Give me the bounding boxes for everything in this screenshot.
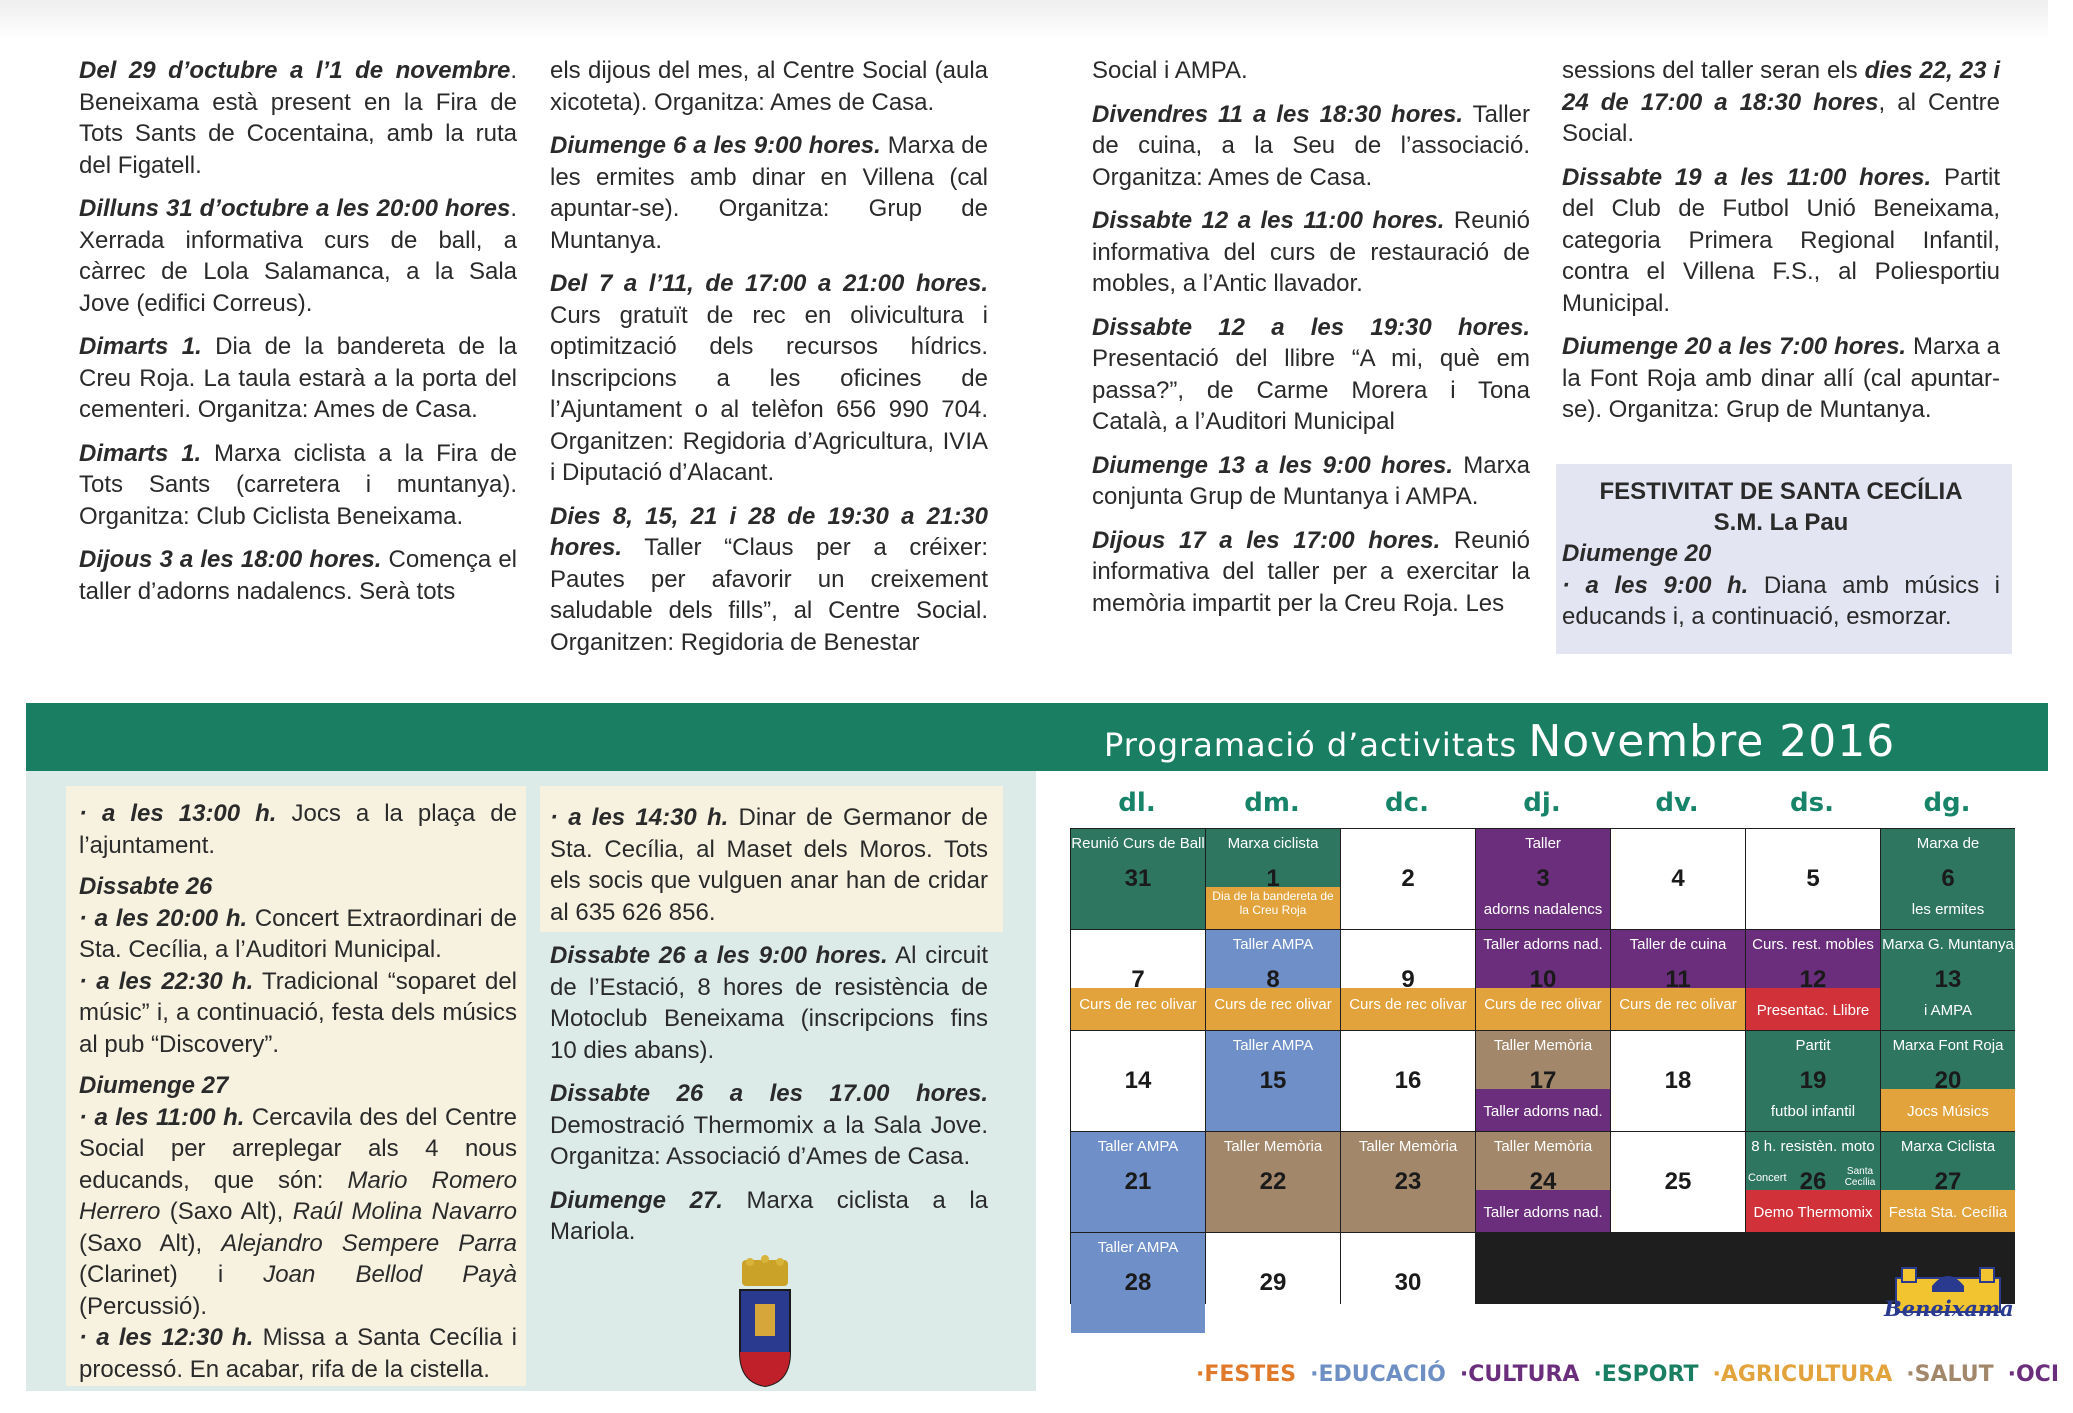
event-text: Marxa a la Font Roja amb dinar allí (cal apuntar-se). Organitza: Grup de Muntanya. [1562,333,2000,423]
event-entry [1562,162,2000,320]
event-text: Cercavila des del Centre Social per arreplegar als 4 nous educands, que són: [79,1103,517,1194]
calendar-day-3 [1476,829,1610,929]
calendar-day-20 [1881,1031,2015,1131]
day-number: 24 [1529,1168,1557,1195]
legend-item: ·AGRICULTURA [1712,1362,1893,1387]
day-number: 26 [1799,1168,1827,1195]
event-heading: Dissabte 19 a les 11:00 hores. [1562,163,1932,191]
day-event-band-text: Curs de rec olivar [1079,996,1197,1013]
calendar-day-22 [1206,1132,1340,1232]
educand-instrument: (Clarinet) i [79,1261,264,1288]
day-event-top: Partit [1795,1037,1831,1054]
event-heading: Dissabte 26 a les 9:00 hores. [550,942,888,969]
calendar-day-1 [1206,829,1340,929]
day-event-bottom: Taller adorns nad. [1483,1204,1603,1221]
day-number: 17 [1529,1067,1557,1094]
day-event-top: Curs. rest. mobles [1752,936,1874,953]
day-number: 10 [1529,966,1557,993]
day-event-side-left: Concert [1748,1172,1787,1184]
event-heading: · a les 14:30 h. [550,804,729,831]
day-number: 6 [1941,865,1955,892]
calendar-day-13 [1881,930,2015,1030]
calendar-day-17 [1476,1031,1610,1131]
event-heading: Diumenge 13 a les 9:00 hores. [1092,451,1453,479]
legend-item: ·CULTURA [1459,1362,1580,1387]
calendar-day-11 [1611,930,1745,1030]
day-number: 19 [1799,1067,1827,1094]
event-entry [79,331,517,426]
event-heading: · a les 20:00 h. [79,904,248,932]
calendar-day-26 [1746,1132,1880,1232]
lower-column-1 [79,798,517,1385]
event-heading: Dissabte 26 a les 17.00 hores. [550,1080,988,1107]
educand-instrument: (Percussió). [79,1292,208,1320]
event-text: Missa a Santa Cecília i processó. En acabar, rifa de la cistella. [79,1324,517,1383]
event-text: Jocs a la plaça de l’ajuntament. [79,800,517,859]
festivitat-day: Diumenge 20 [1562,540,1712,567]
day-event-top: Marxa Font Roja [1892,1037,2004,1054]
day-event-top: 8 h. resistèn. moto [1751,1138,1875,1155]
lower-column-2 [550,802,988,1260]
day-event-top: Taller AMPA [1097,1138,1179,1155]
day-number: 28 [1124,1269,1152,1296]
weekday-dg: dg. [1923,788,1971,818]
legend-item: ·SALUT [1906,1362,1994,1387]
column-2 [550,55,988,670]
educand-name: Joan Bellod Payà [263,1261,517,1288]
day-number: 7 [1131,966,1145,993]
day-number: 29 [1259,1269,1287,1296]
calendar-day-15 [1206,1031,1340,1131]
day-number: 30 [1394,1269,1422,1296]
event-entry [79,193,517,319]
event-entry [550,1078,988,1173]
calendar-day-23 [1341,1132,1475,1232]
calendar-day-19 [1746,1031,1880,1131]
calendar-day-16 [1341,1031,1475,1131]
event-text: Curs gratuït de rec en olivicultura i optimització dels recursos hídrics. Inscripcions a les oficines de l’Ajuntament o al telèfon 656 990 704. Organitzen: Regidoria d’Agricultura, IVIA i Diputació d’Alacant. [550,301,988,486]
weekday-dj: dj. [1523,788,1561,818]
day-event-top: Marxa G. Muntanya [1882,936,2014,953]
event-entry [550,268,988,489]
event-entry [550,55,988,118]
town-crest-icon [736,1256,794,1388]
category-legend [1196,1362,2073,1387]
day-number: 25 [1664,1168,1692,1195]
day-event-top: Taller Memòria [1493,1138,1593,1155]
day-event-top: Taller Memòria [1493,1037,1593,1054]
event-entry [79,1322,517,1385]
event-heading: · a les 11:00 h. [79,1103,245,1131]
calendar-day-25 [1611,1132,1745,1232]
event-entry [79,438,517,533]
event-text: Marxa de les ermites amb dinar en Villena (cal apuntar-se). Organitza: Grup de Muntanya. [550,132,988,254]
event-text: Tradicional “soparet del músic” i, a continuació, festa dels músics al pub “Discovery”. [79,967,518,1058]
event-heading: Dies 8, 15, 21 i 28 de 19:30 a 21:30 hores. [550,502,988,561]
column-4 [1562,55,2000,438]
educand-name: Raúl Molina Navarro [292,1198,517,1225]
day-heading: Dissabte 26 [79,873,213,900]
event-entry [1562,55,2000,150]
event-text: . Xerrada informativa curs de ball, a càrrec de Lola Salamanca, a la Sala Jove (edifici Correus). [79,195,517,317]
day-event-bottom: Taller adorns nad. [1483,1103,1603,1120]
logo-text: Beneixama [1884,1296,2014,1321]
day-event-bottom: i AMPA [1923,1002,1973,1019]
event-text: . Beneixama està present en la Fira de Tots Sants de Cocentaina, amb la ruta del Figatell. [79,57,517,179]
day-number: 8 [1266,966,1280,993]
event-entry [1092,450,1530,513]
event-entry [79,544,517,607]
calendar-day-14 [1071,1031,1205,1131]
event-text: Presentació del llibre “A mi, què em passa?”, de Carme Morera i Tona Català, a l’Auditori Municipal [1092,345,1530,435]
banner-month: Novembre 2016 [1528,716,1896,767]
day-number: 15 [1259,1067,1287,1094]
calendar-day-9 [1341,930,1475,1030]
event-entry [1092,525,1530,620]
day-event-top: Taller adorns nad. [1483,936,1603,953]
banner-title-text: Programació d’activitats [1104,726,1518,764]
event-heading: Dilluns 31 d’octubre a les 20:00 hores [79,195,511,222]
day-number: 5 [1806,865,1820,892]
day-number: 23 [1394,1168,1422,1195]
calendar-day-30 [1341,1233,1475,1333]
festivitat-content [1562,476,2000,633]
event-text: Social i AMPA. [1092,57,1248,84]
calendar-day-5 [1746,829,1880,929]
event-heading: · a les 22:30 h. [79,967,254,995]
day-event-top: Reunió Curs de Ball [1071,835,1205,852]
event-entry [1092,99,1530,194]
calendar-day-21 [1071,1132,1205,1232]
day-event-top: Marxa de [1916,835,1980,852]
day-event-top: Taller Memòria [1223,1138,1323,1155]
event-entry [1092,312,1530,438]
weekday-ds: ds. [1790,788,1834,818]
event-text: Dinar de Germanor de Sta. Cecília, al Maset dels Moros. Tots els socis que vulguen anar han de cridar al 635 626 856. [550,804,988,926]
day-number: 20 [1934,1067,1962,1094]
day-number: 22 [1259,1168,1287,1195]
day-number: 3 [1536,865,1550,892]
event-text: Comença el taller d’adorns nadalencs. Serà tots [79,546,517,605]
event-entry [79,798,517,861]
legend-item: ·ESPORT [1593,1362,1699,1387]
day-event-band-text: Curs de rec olivar [1349,996,1467,1013]
event-text: Marxa ciclista a la Mariola. [550,1186,989,1245]
event-text: Demostració Thermomix a la Sala Jove. Organitza: Associació d’Ames de Casa. [550,1111,988,1170]
event-entry [1562,331,2000,426]
day-event-bottom: Festa Sta. Cecília [1888,1204,2008,1221]
event-text: els dijous del mes, al Centre Social (aula xicoteta). Organitza: Ames de Casa. [550,57,988,116]
event-heading: · a les 9:00 h. [1562,571,1749,599]
event-text: Taller de cuina, a la Seu de l’associació. Organitza: Ames de Casa. [1092,100,1530,191]
event-heading: Diumenge 27. [550,1186,723,1214]
day-event-bottom: adorns nadalencs [1483,901,1603,918]
column-3 [1092,55,1530,631]
festivitat-title: FESTIVITAT DE SANTA CECÍLIA [1599,478,1963,505]
event-heading: Dijous 17 a les 17:00 hores. [1092,526,1441,554]
day-number: 18 [1664,1067,1692,1094]
festivitat-subtitle: S.M. La Pau [1713,509,1849,536]
event-entry [550,501,988,659]
event-text: , al Centre Social. [1562,88,2001,147]
event-heading: dies 22, 23 i 24 de 17:00 a 18:30 hores [1562,57,2000,116]
day-event-bottom: futbol infantil [1770,1103,1856,1120]
event-entry [550,940,988,1066]
calendar-day-6 [1881,829,2015,929]
day-event-bottom: Jocs Músics [1907,1103,1989,1120]
day-event-band-text: Curs de rec olivar [1484,996,1602,1013]
event-heading: Diumenge 6 a les 9:00 hores. [550,132,881,159]
event-heading: Dissabte 12 a les 11:00 hores. [1092,207,1445,234]
event-entry [79,966,517,1061]
day-event-band-text: Dia de la bandereta de la Creu Roja [1212,889,1334,917]
day-number: 21 [1124,1168,1152,1195]
event-heading: Del 7 a l’11, de 17:00 a 21:00 hores. [550,270,988,297]
weekday-dc: dc. [1385,788,1429,818]
calendar-day-27 [1881,1132,2015,1232]
day-number: 14 [1124,1067,1152,1094]
day-number: 31 [1124,865,1152,892]
weekday-dm: dm. [1244,788,1300,818]
educand-instrument: (Saxo Alt), [79,1229,222,1257]
day-number: 2 [1401,865,1415,892]
calendar-day-2 [1341,829,1475,929]
legend-item: ·EDUCACIÓ [1310,1362,1446,1387]
event-heading: Diumenge 20 a les 7:00 hores. [1562,333,1907,360]
banner-title [1104,716,1895,767]
event-entry [550,802,988,928]
event-text: Partit del Club de Futbol Unió Beneixama, categoria Primera Regional Infantil, contra el Villena F.S., al Poliesportiu Municipal. [1562,163,2000,317]
event-text: Marxa ciclista a la Fira de Tots Sants (carretera i muntanya). Organitza: Club Ciclista Beneixama. [79,439,517,530]
event-text: Diana amb músics i educands i, a continuació, esmorzar. [1562,571,2000,630]
day-event-top: Marxa ciclista [1227,835,1319,852]
event-heading: Dissabte 12 a les 19:30 hores. [1092,313,1530,341]
day-number: 9 [1401,966,1415,993]
day-event-top: Taller AMPA [1232,936,1314,953]
day-event-top: Marxa Ciclista [1900,1138,1996,1155]
event-entry [550,130,988,256]
day-heading: Diumenge 27 [79,1072,229,1099]
calendar-grid [1070,828,2015,1304]
event-entry [79,903,517,966]
event-entry [79,1102,517,1323]
day-event-bottom: Presentac. Llibre [1756,1002,1870,1019]
educand-name: Alejandro Sempere Parra [221,1229,517,1257]
day-number: 11 [1665,966,1691,993]
legend-item: ·FESTES [1196,1362,1297,1387]
event-text: Reunió informativa del curs de restauració de mobles, a l’Antic llavador. [1092,207,1530,297]
day-event-side-right: Santa Cecília [1844,1166,1876,1188]
calendar-day-18 [1611,1031,1745,1131]
event-heading: Del 29 d’octubre a l’1 de novembre [79,57,511,84]
educand-instrument: (Saxo Alt), [160,1198,293,1225]
event-text: Dia de la bandereta de la Creu Roja. La taula estarà a la porta del cementeri. Organitza: Ames de Casa. [79,333,517,423]
event-entry [1092,205,1530,300]
day-event-band-text: Curs de rec olivar [1214,996,1332,1013]
day-number: 13 [1934,966,1962,993]
event-text: Reunió informativa del taller per a exercitar la memòria impartit per la Creu Roja. Les [1092,526,1530,617]
day-number: 12 [1799,966,1827,993]
event-heading: · a les 13:00 h. [79,800,277,827]
day-event-band-text: Curs de rec olivar [1619,996,1737,1013]
event-text: Marxa conjunta Grup de Muntanya i AMPA. [1092,451,1530,510]
event-text: sessions del taller seran els [1562,57,1865,84]
event-heading: Dijous 3 a les 18:00 hores. [79,546,382,573]
event-entry [79,55,517,181]
calendar-day-29 [1206,1233,1340,1333]
event-heading: · a les 12:30 h. [79,1324,254,1351]
calendar-day-24 [1476,1132,1610,1232]
day-number: 4 [1671,865,1685,892]
calendar-day-8 [1206,930,1340,1030]
calendar-day-10 [1476,930,1610,1030]
weekday-dl: dl. [1118,788,1156,818]
day-event-top: Taller AMPA [1232,1037,1314,1054]
day-event-top: Taller Memòria [1358,1138,1458,1155]
event-entry [550,1185,988,1248]
day-event-top: Taller AMPA [1097,1239,1179,1256]
day-event-bottom: Demo Thermomix [1753,1204,1873,1221]
calendar-day-28 [1071,1233,1205,1333]
page-top-edge [0,0,2048,40]
event-heading: Divendres 11 a les 18:30 hores. [1092,100,1464,128]
weekday-dv: dv. [1655,788,1699,818]
event-entry [1092,55,1530,87]
day-event-top: Taller de cuina [1629,936,1727,953]
legend-item: ·OCI [2007,1362,2059,1387]
calendar-day-4 [1611,829,1745,929]
event-text: Taller “Claus per a créixer: Pautes per afavorir un creixement saludable dels fills”, al Centre Social. Organitzen: Regidoria de Benestar [550,534,988,656]
day-number: 16 [1394,1067,1422,1094]
day-event-top: Taller [1525,835,1561,852]
festivitat-entry [1562,570,2000,633]
day-event-bottom: les ermites [1911,901,1985,918]
event-heading: Dimarts 1. [79,439,202,467]
column-1 [79,55,517,619]
calendar-day-31 [1071,829,1205,929]
educand-name: Mario Romero Herrero [79,1166,517,1225]
event-heading: Dimarts 1. [79,333,202,360]
day-number: 1 [1266,865,1280,892]
day-number: 27 [1934,1168,1962,1195]
event-text: Al circuit de l’Estació, 8 hores de resistència de Motoclub Beneixama (inscripcions fins 10 dies abans). [550,942,988,1064]
calendar-day-12 [1746,930,1880,1030]
calendar-day-7 [1071,930,1205,1030]
event-text: Concert Extraordinari de Sta. Cecília, a l’Auditori Municipal. [79,904,517,963]
